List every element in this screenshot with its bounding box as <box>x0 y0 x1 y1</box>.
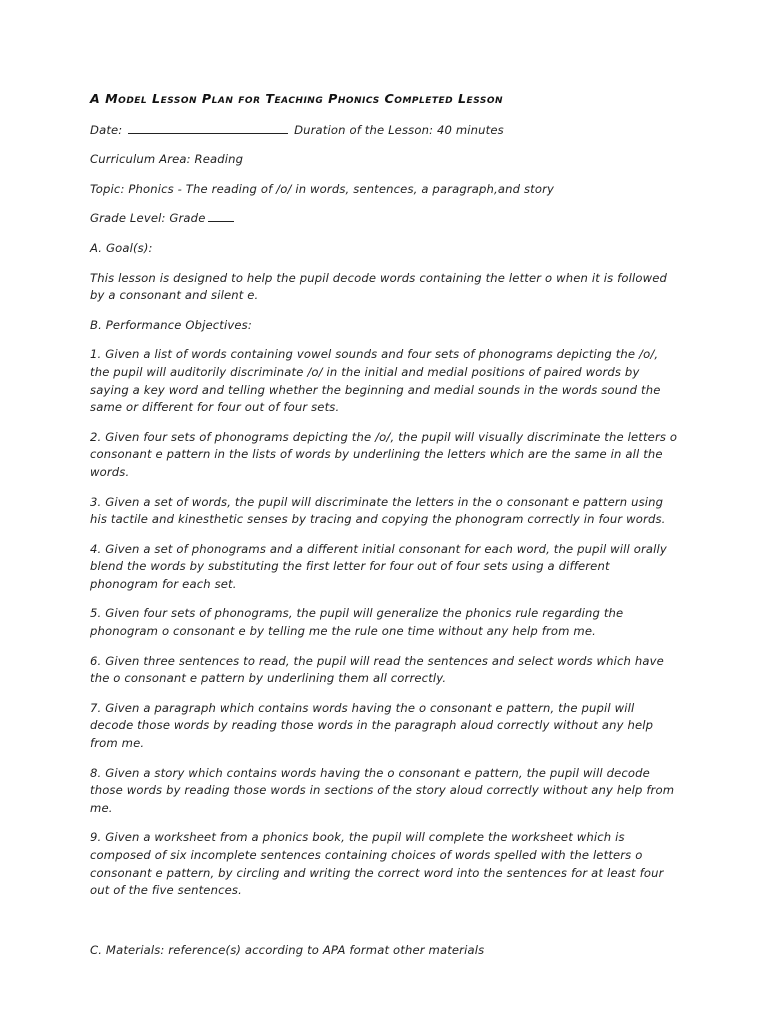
objective-item: 8. Given a story which contains words having the o consonant e pattern, the pupil will decode those words by reading those words in sections of the story aloud correctly without any help from me. <box>90 765 675 815</box>
goals-text: This lesson is designed to help the pupil decode words containing the letter o when it is followed by a consonant and silent e. <box>90 270 668 303</box>
objective-item: 4. Given a set of phonograms and a different initial consonant for each word, the pupil will orally blend the words by substituting the first letter for four out of four sets using a different phonogram for each set. <box>90 541 667 591</box>
date-blank <box>128 122 288 134</box>
objective-item: 9. Given a worksheet from a phonics book, the pupil will complete the worksheet which is composed of six incomplete sentences containing choices of words spelled with the letters o consonant e pattern, by circling and writing the correct word into the sentences for at least four out of the five sentences. <box>90 830 664 898</box>
grade-blank <box>208 210 234 222</box>
section-spacer <box>90 912 680 942</box>
objectives-heading: B. Performance Objectives: <box>90 317 252 332</box>
date-label: Date: <box>90 122 123 137</box>
duration-text: Duration of the Lesson: 40 minutes <box>294 122 504 137</box>
objective-item: 3. Given a set of words, the pupil will discriminate the letters in the o consonant e pattern using his tactile and kinesthetic senses by tracing and copying the phonogram correctly in four words. <box>90 494 666 527</box>
grade-label: Grade Level: Grade <box>90 211 206 226</box>
objective-item: 6. Given three sentences to read, the pupil will read the sentences and select words which have the o consonant e pattern by underlining them all correctly. <box>90 653 664 686</box>
objective-item: 1. Given a list of words containing vowel sounds and four sets of phonograms depicting the /o/, the pupil will auditorily discriminate /o/ in the initial and medial positions of paired words by saying a key word and telling whether the beginning and medial sounds in the words sound the same or different for four out of four sets. <box>90 347 661 415</box>
lesson-plan-page <box>90 90 680 971</box>
document-title: A Model Lesson Plan for Teaching Phonics Completed Lesson <box>90 91 504 106</box>
grade-level-line <box>90 210 680 228</box>
goals-heading: A. Goal(s): <box>90 240 153 255</box>
materials-heading: C. Materials: reference(s) according to APA format other materials <box>90 942 485 957</box>
curriculum-area: Curriculum Area: Reading <box>90 152 244 167</box>
objective-item: 2. Given four sets of phonograms depicting the /o/, the pupil will visually discriminate the letters o consonant e pattern in the lists of words by underlining the letters which are the same in all the words. <box>90 429 678 479</box>
objective-item: 5. Given four sets of phonograms, the pupil will generalize the phonics rule regarding the phonogram o consonant e by telling me the rule one time without any help from me. <box>90 606 624 639</box>
topic: Topic: Phonics - The reading of /o/ in words, sentences, a paragraph,and story <box>90 181 555 196</box>
date-duration-line <box>90 122 680 140</box>
objective-item: 7. Given a paragraph which contains words having the o consonant e pattern, the pupil will decode those words by reading those words in the paragraph aloud correctly without any help from me. <box>90 700 654 751</box>
